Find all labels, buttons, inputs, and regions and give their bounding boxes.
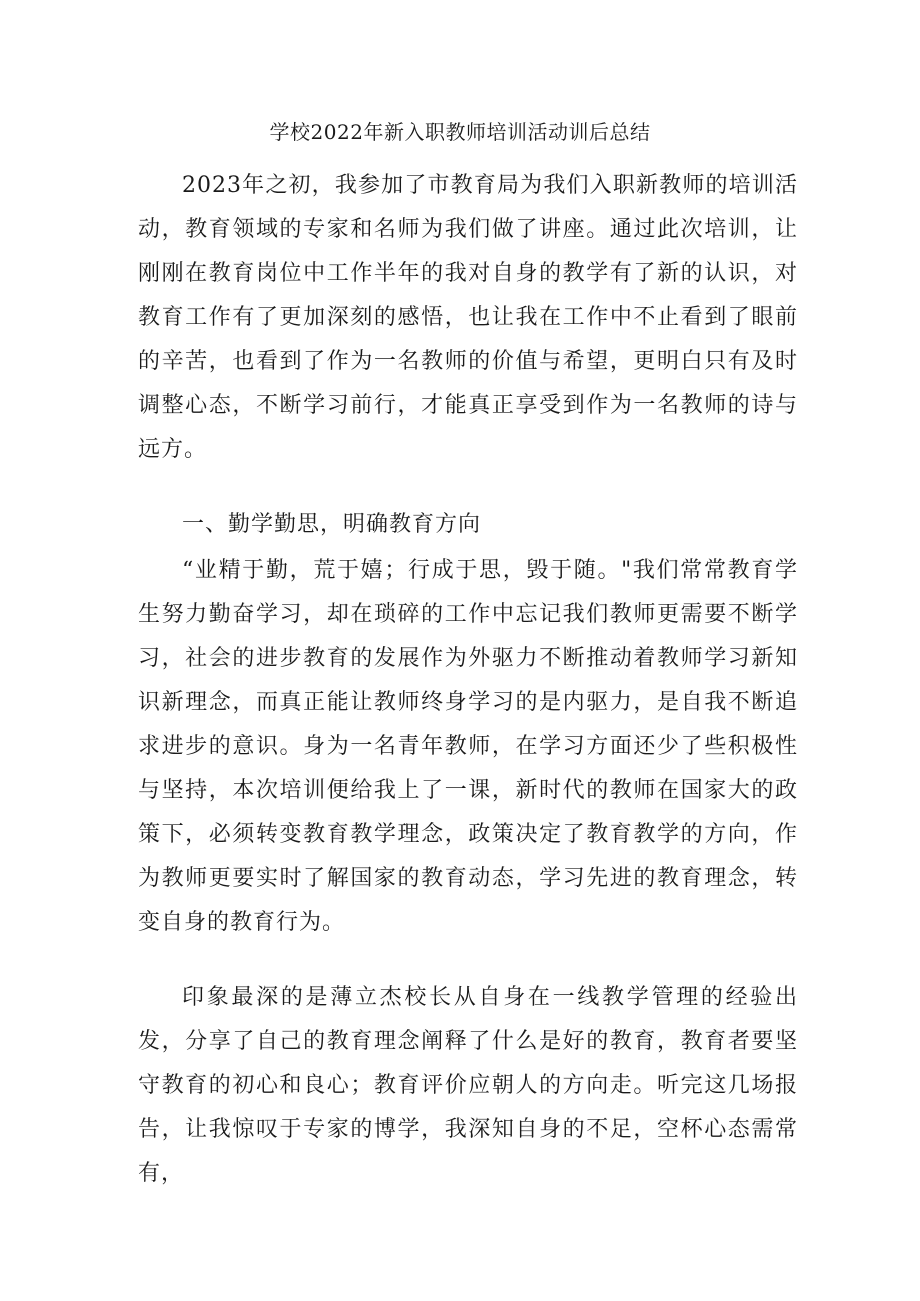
paragraph-section-one: “业精于勤，荒于嬉；行成于思，毁于随。"我们常常教育学生努力勤奋学习，却在琐碎的工作中忘记我们教师更需要不断学习，社会的进步教育的发展作为外驱力不断推动着教师学习新知识新理念，而真正能让教师终身学习的是内驱力，是自我不断追求进步的意识。身为一名青年教师，在学习方面还少了些积极性与坚持，本次培训便给我上了一课，新时代的教师在国家大的政策下，必须转变教育教学理念，政策决定了教育教学的方向，作为教师更要实时了解国家的教育动态，学习先进的教育理念，转变自身的教育行为。 bbox=[138, 558, 798, 935]
section-heading: 一、勤学勤思，明确教育方向 bbox=[182, 512, 482, 537]
document-title: 学校2022年新入职教师培训活动训后总结 bbox=[269, 120, 651, 144]
paragraph-impression: 印象最深的是薄立杰校长从自身在一线教学管理的经验出发，分享了自己的教育理念阐释了什么是好的教育，教育者要坚守教育的初心和良心；教育评价应朝人的方向走。听完这几场报告，让我惊叹于专家的博学，我深知自身的不足，空杯心态需常有， bbox=[138, 985, 798, 1186]
paragraph-intro: 2023年之初，我参加了市教育局为我们入职新教师的培训活动，教育领域的专家和名师为我们做了讲座。通过此次培训，让刚刚在教育岗位中工作半年的我对自身的教学有了新的认识，对教育工作有了更加深刻的感悟，也让我在工作中不止看到了眼前的辛苦，也看到了作为一名教师的价值与希望，更明白只有及时调整心态，不断学习前行，才能真正享受到作为一名教师的诗与远方。 bbox=[138, 173, 798, 462]
